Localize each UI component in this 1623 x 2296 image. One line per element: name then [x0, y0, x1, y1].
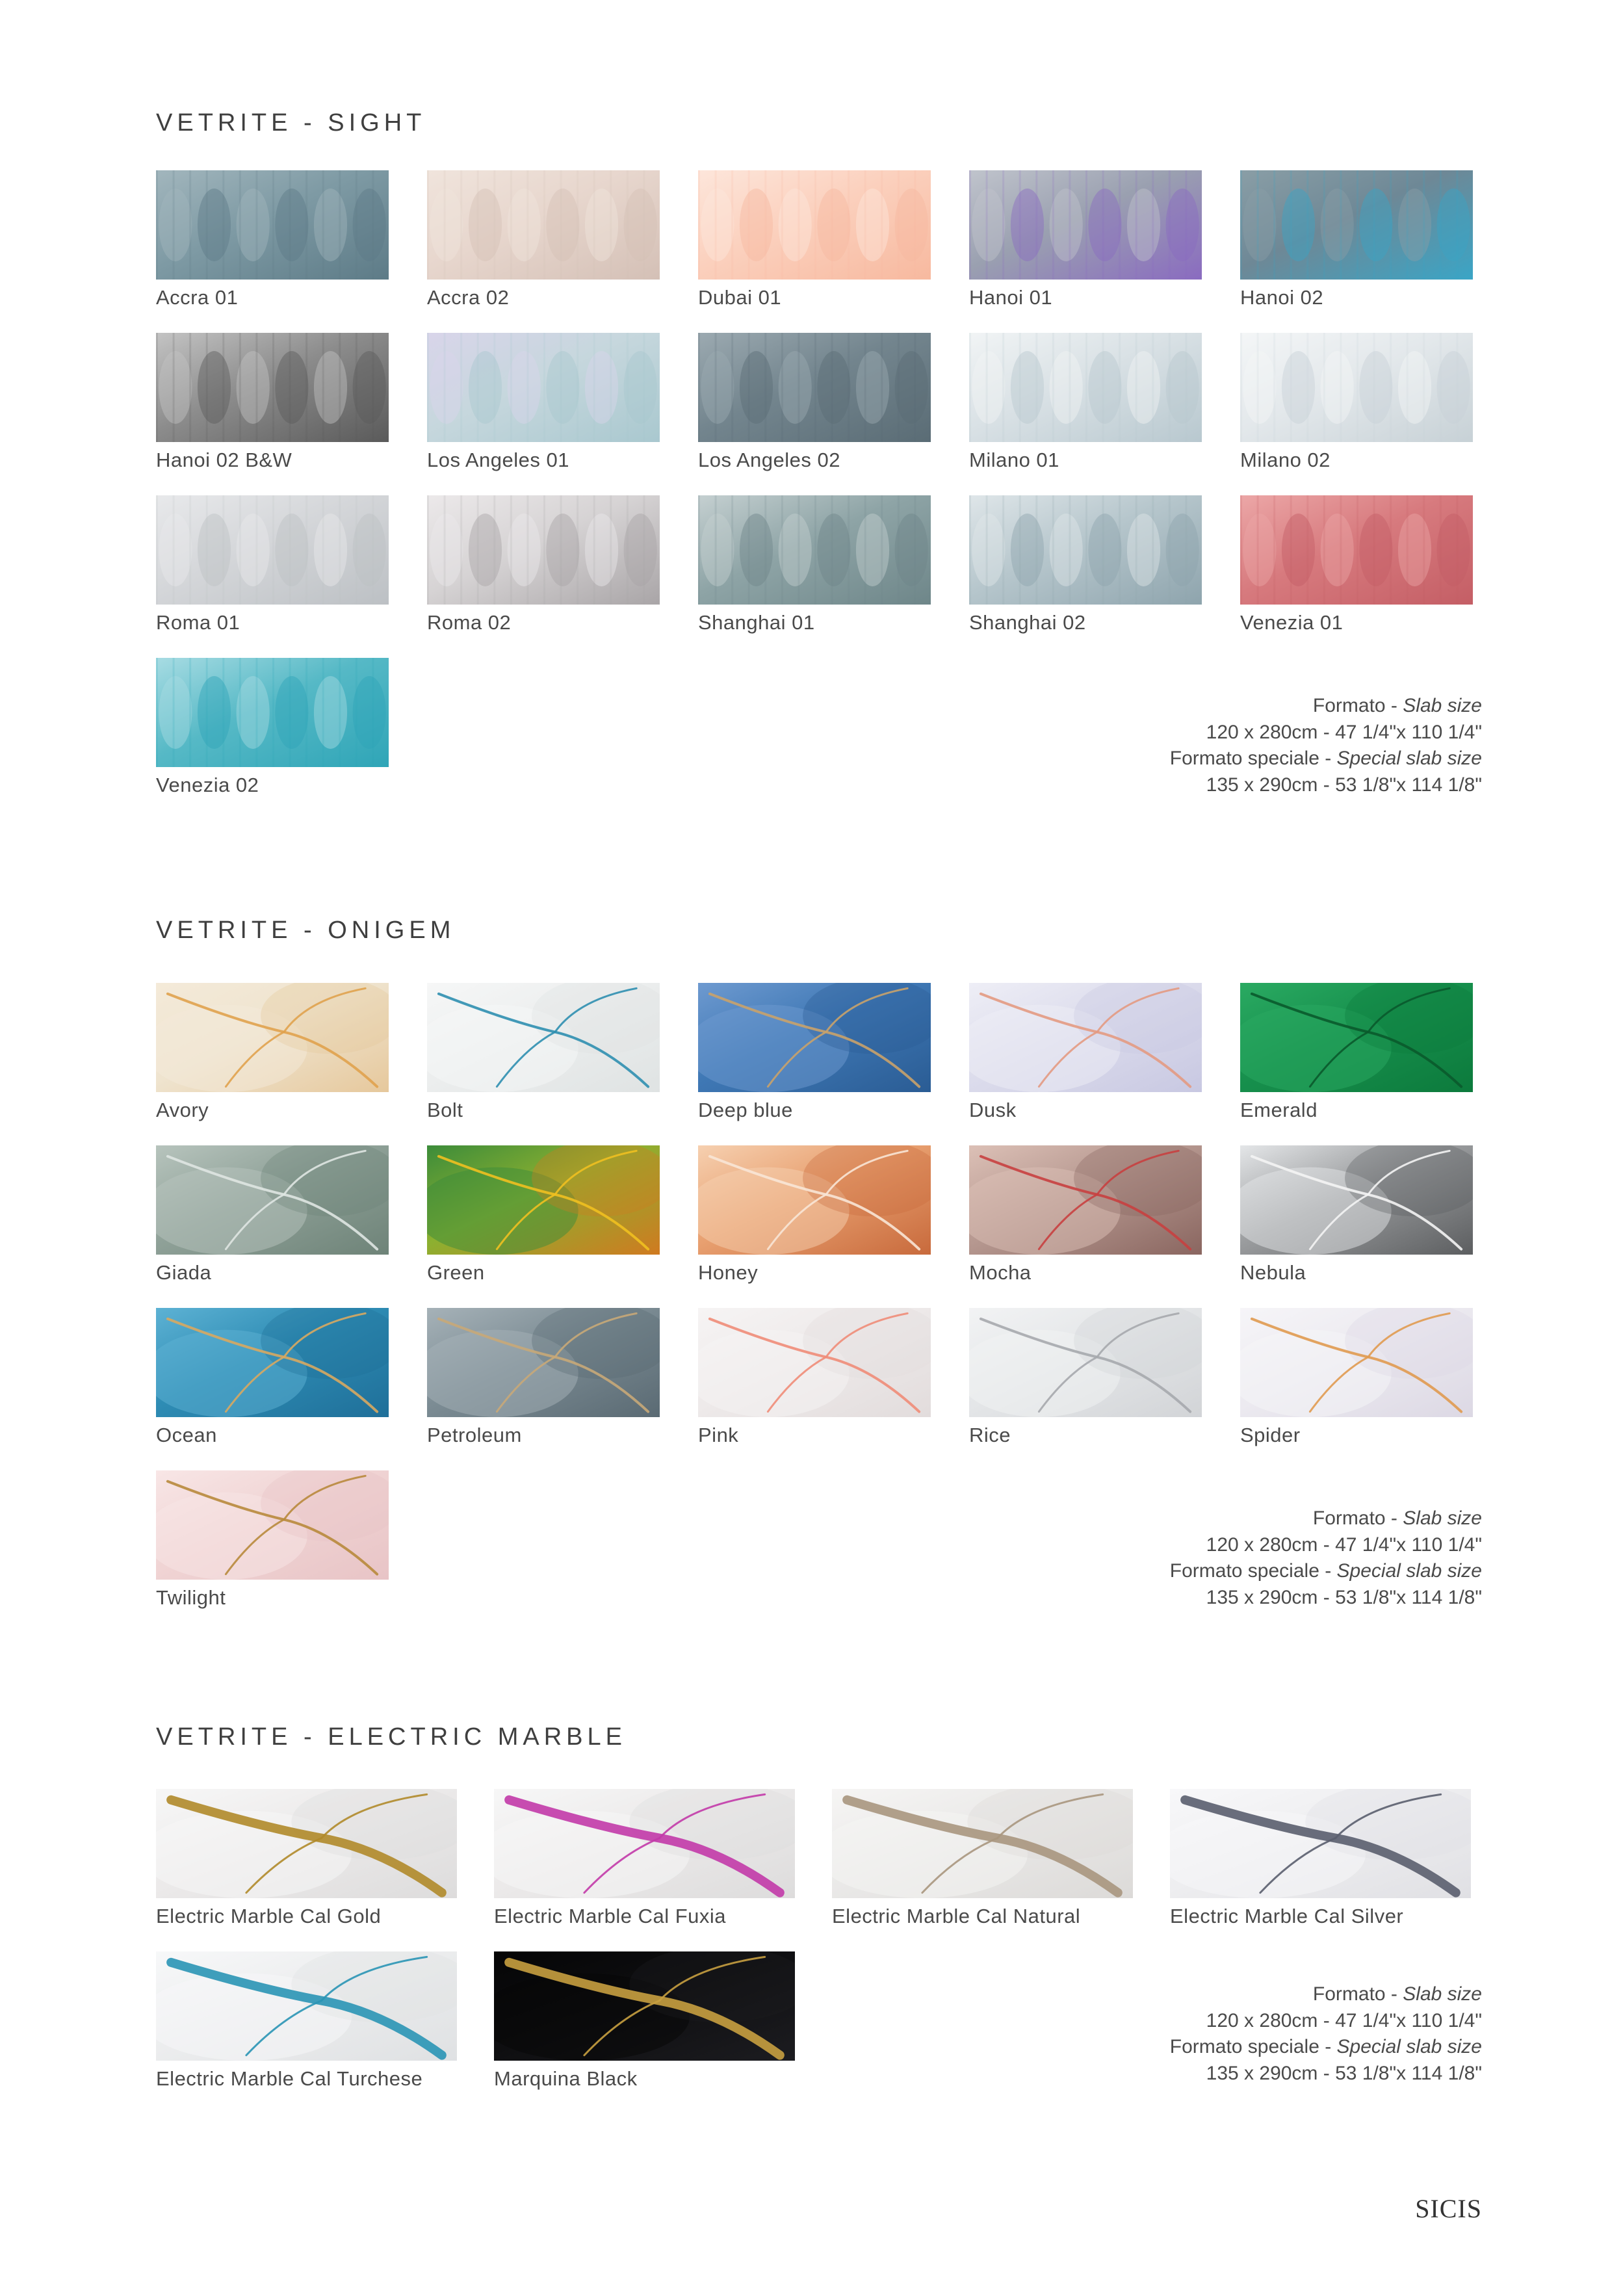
swatch-image: [1240, 983, 1473, 1092]
swatch-image: [156, 170, 389, 280]
swatch-image: [969, 1145, 1202, 1255]
swatch-image: [832, 1789, 1133, 1898]
format-spec-electric-marble: Formato - Slab size 120 x 280cm - 47 1/4"x 110 1/4" Formato speciale - Special slab size 135 x 290cm - 53 1/8"x 114 1/8": [1169, 1983, 1482, 2084]
swatch-label: Electric Marble Cal Turchese: [156, 2067, 423, 2090]
swatch-image: [1170, 1789, 1471, 1898]
section-title-sight: VETRITE - SIGHT: [156, 109, 426, 137]
swatch-image: [969, 170, 1202, 280]
swatch-label: Venezia 01: [1240, 611, 1344, 634]
swatch-image: [698, 170, 931, 280]
swatch-image: [1240, 170, 1473, 280]
swatch-image: [969, 333, 1202, 442]
brand-logo: SICIS: [1415, 2194, 1482, 2223]
swatch-image: [1240, 333, 1473, 442]
swatch-image: [969, 495, 1202, 605]
swatch-label: Giada: [156, 1261, 212, 1284]
swatch-image: [156, 1145, 389, 1255]
swatch-label: Pink: [698, 1424, 739, 1446]
swatch-image: [494, 1789, 795, 1898]
swatch-image: [1240, 1308, 1473, 1417]
swatch-image: [156, 1789, 457, 1898]
swatch-label: Deep blue: [698, 1099, 793, 1121]
swatch-label: Green: [427, 1261, 485, 1284]
swatch-label: Bolt: [427, 1099, 463, 1121]
swatch-label: Milano 02: [1240, 449, 1331, 471]
section-title-onigem: VETRITE - ONIGEM: [156, 917, 456, 944]
swatch-label: Los Angeles 02: [698, 449, 841, 471]
swatch-image: [156, 1470, 389, 1580]
format-spec-onigem: Formato - Slab size 120 x 280cm - 47 1/4"x 110 1/4" Formato speciale - Special slab size 135 x 290cm - 53 1/8"x 114 1/8": [1169, 1507, 1482, 1608]
swatch-label: Shanghai 02: [969, 611, 1086, 634]
swatch-image: [698, 1145, 931, 1255]
swatch-image: [156, 658, 389, 767]
swatch-label: Marquina Black: [494, 2067, 638, 2090]
swatch-image: [156, 1951, 457, 2061]
swatch-label: Electric Marble Cal Natural: [832, 1905, 1081, 1927]
swatch-label: Dusk: [969, 1099, 1017, 1121]
swatch-label: Electric Marble Cal Fuxia: [494, 1905, 727, 1927]
swatch-label: Emerald: [1240, 1099, 1318, 1121]
swatch-image: [427, 1308, 660, 1417]
swatch-image: [427, 983, 660, 1092]
swatch-label: Roma 01: [156, 611, 240, 634]
swatch-label: Ocean: [156, 1424, 217, 1446]
swatch-label: Honey: [698, 1261, 759, 1284]
swatch-image: [427, 333, 660, 442]
format-spec-sight: Formato - Slab size 120 x 280cm - 47 1/4"x 110 1/4" Formato speciale - Special slab size 135 x 290cm - 53 1/8"x 114 1/8": [1169, 695, 1482, 796]
swatch-label: Hanoi 02 B&W: [156, 449, 292, 471]
swatch-label: Los Angeles 01: [427, 449, 570, 471]
swatch-image: [156, 1308, 389, 1417]
swatch-label: Accra 01: [156, 286, 239, 309]
swatch-label: Rice: [969, 1424, 1011, 1446]
swatch-image: [698, 333, 931, 442]
swatch-label: Dubai 01: [698, 286, 782, 309]
swatch-image: [494, 1951, 795, 2061]
swatch-image: [1240, 495, 1473, 605]
swatch-label: Nebula: [1240, 1261, 1306, 1284]
swatch-image: [698, 983, 931, 1092]
swatch-image: [156, 983, 389, 1092]
swatch-label: Spider: [1240, 1424, 1301, 1446]
swatch-image: [156, 495, 389, 605]
swatch-label: Shanghai 01: [698, 611, 815, 634]
swatch-label: Roma 02: [427, 611, 512, 634]
swatch-label: Accra 02: [427, 286, 510, 309]
swatch-image: [698, 1308, 931, 1417]
swatch-label: Petroleum: [427, 1424, 522, 1446]
section-title-electric-marble: VETRITE - ELECTRIC MARBLE: [156, 1723, 627, 1751]
swatch-image: [969, 983, 1202, 1092]
swatch-image: [698, 495, 931, 605]
swatch-label: Milano 01: [969, 449, 1059, 471]
swatch-image: [969, 1308, 1202, 1417]
swatch-image: [156, 333, 389, 442]
swatch-image: [427, 495, 660, 605]
swatch-label: Mocha: [969, 1261, 1032, 1284]
swatch-label: Avory: [156, 1099, 209, 1121]
swatch-label: Hanoi 01: [969, 286, 1053, 309]
swatch-label: Electric Marble Cal Gold: [156, 1905, 382, 1927]
swatch-label: Venezia 02: [156, 774, 259, 796]
swatch-image: [427, 170, 660, 280]
swatch-label: Electric Marble Cal Silver: [1170, 1905, 1404, 1927]
swatch-label: Twilight: [156, 1586, 226, 1609]
swatch-image: [1240, 1145, 1473, 1255]
swatch-label: Hanoi 02: [1240, 286, 1324, 309]
swatch-image: [427, 1145, 660, 1255]
